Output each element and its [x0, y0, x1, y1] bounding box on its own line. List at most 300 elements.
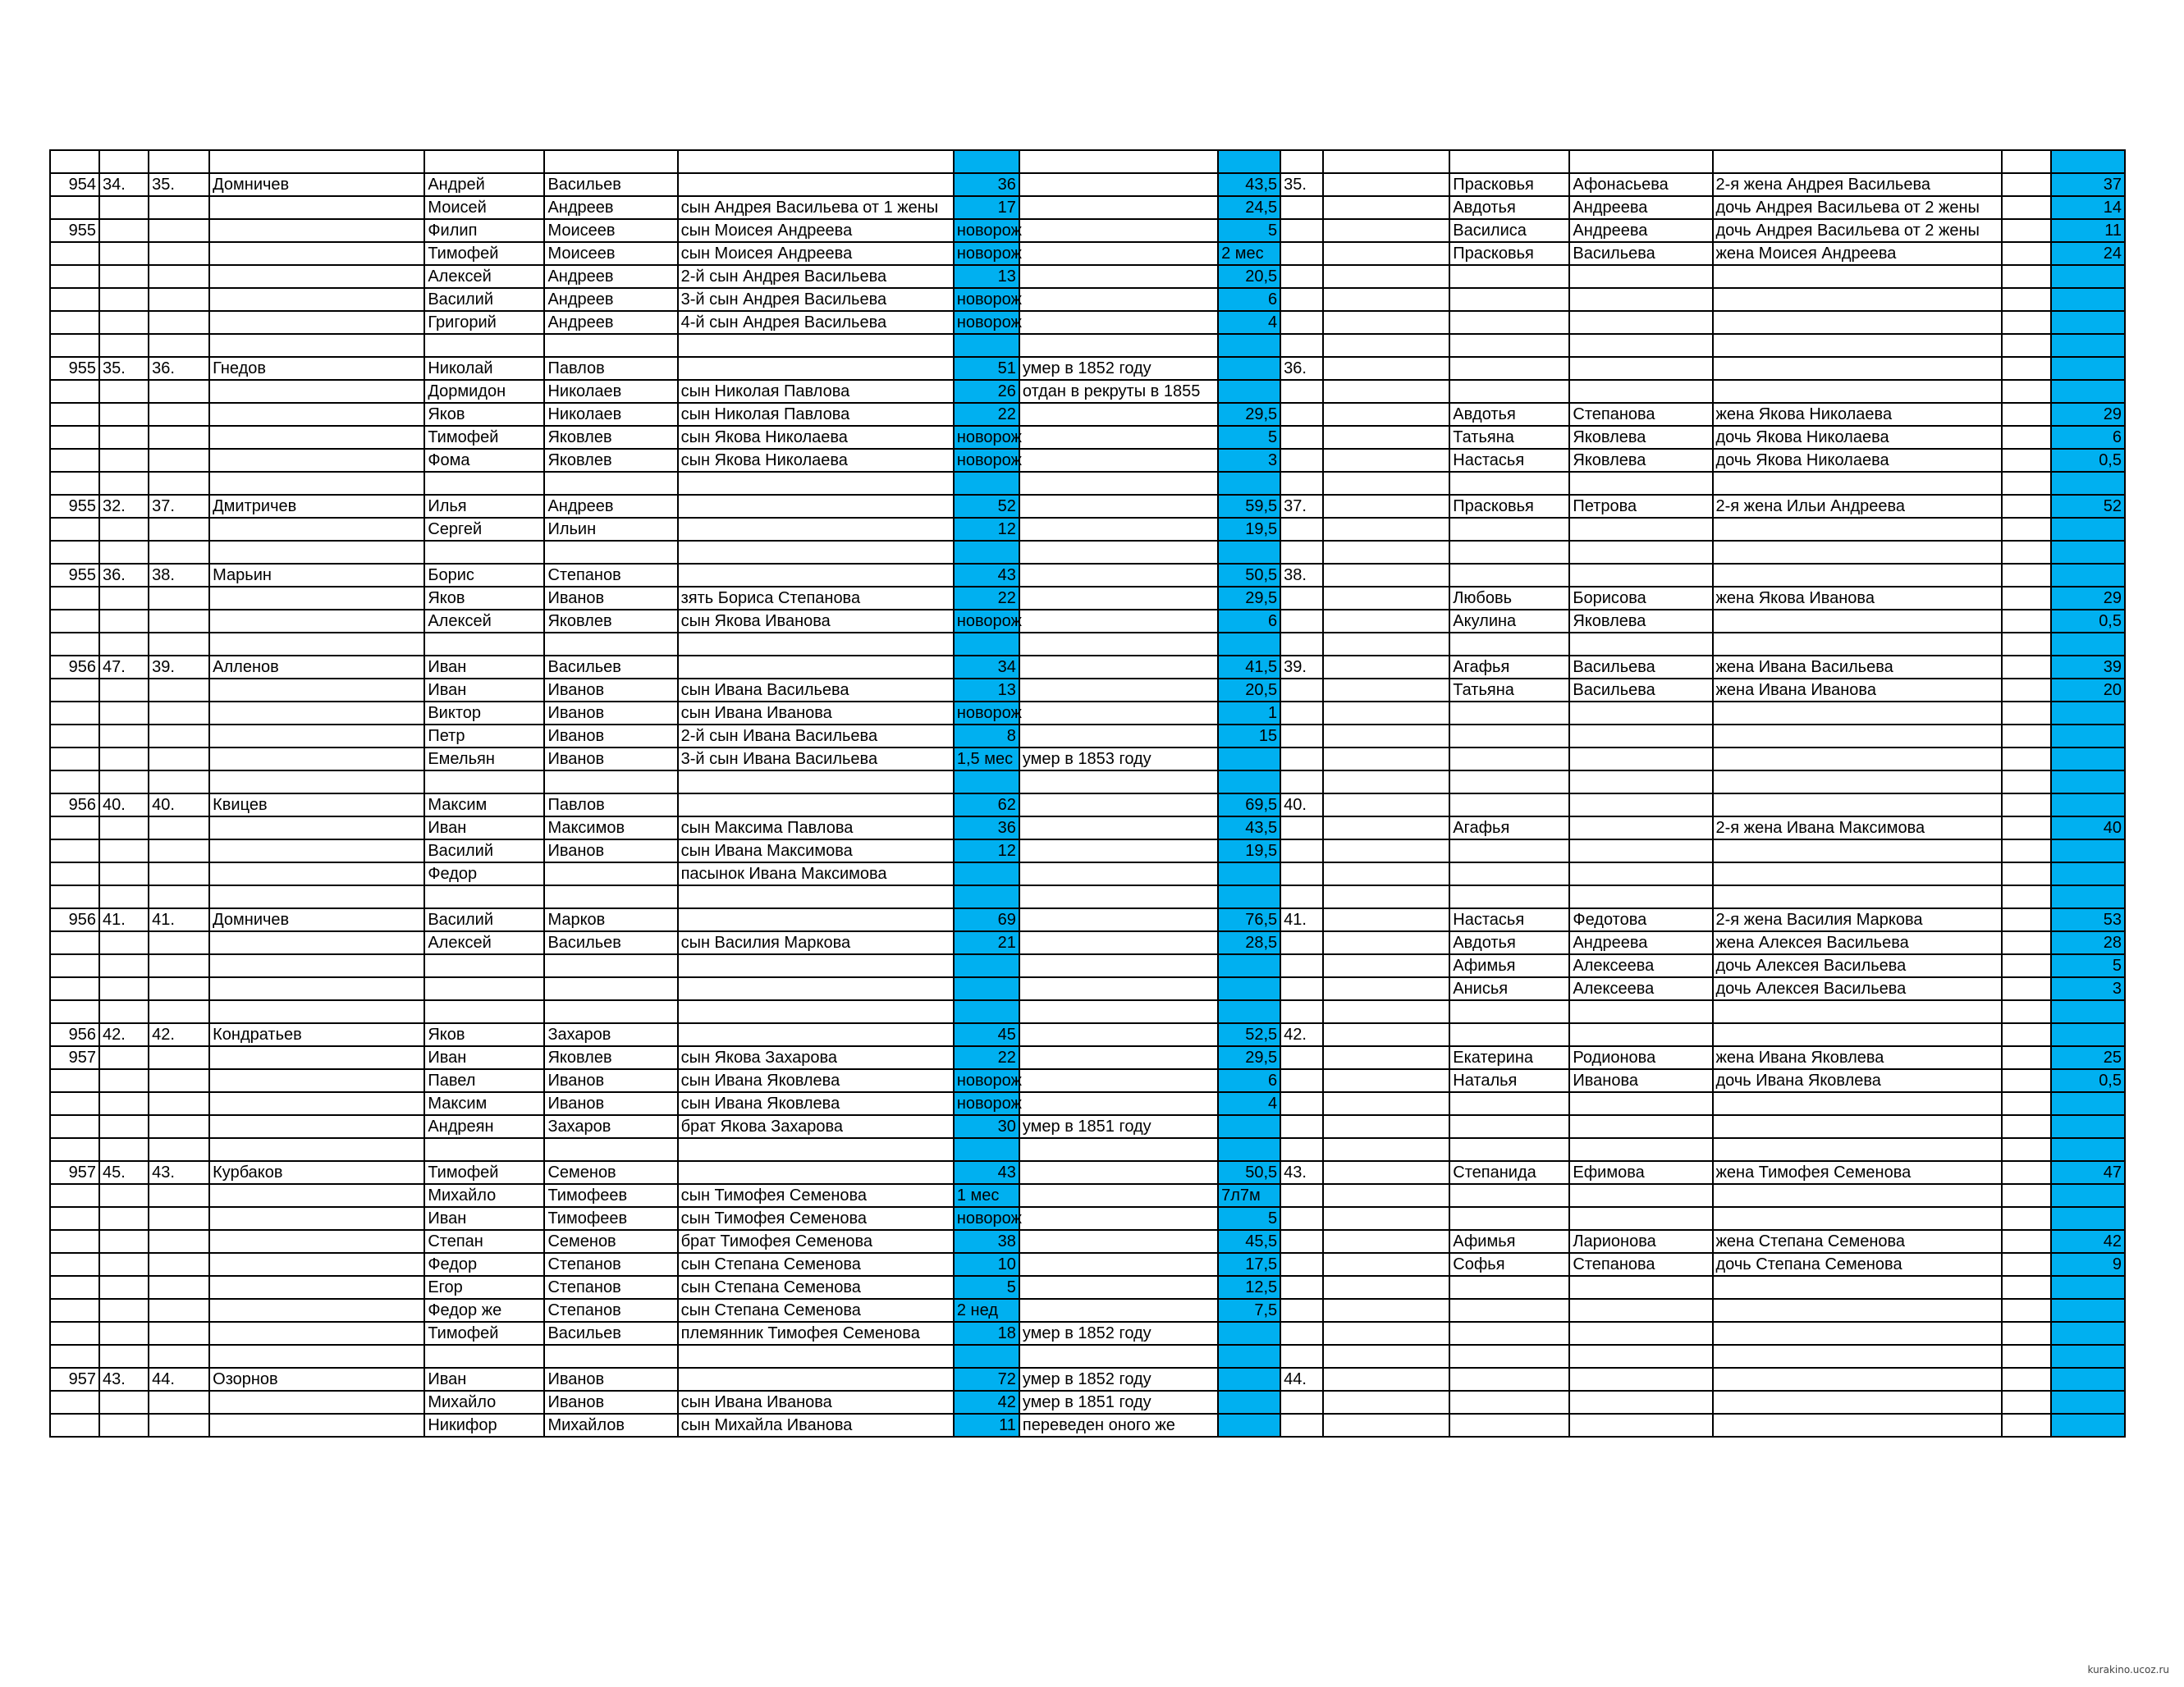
- cell-spacer2: [2002, 1230, 2051, 1253]
- cell-female-relation: [1713, 472, 2002, 495]
- cell-female-patronymic: [1569, 265, 1712, 288]
- cell-male-relation: сын Якова Николаева: [678, 449, 954, 472]
- cell-spacer: [1323, 770, 1449, 793]
- cell-surname: [209, 954, 424, 977]
- cell-surname: [209, 288, 424, 311]
- cell-old-household-no: [99, 816, 149, 839]
- cell-household-no: [149, 725, 209, 747]
- cell-male-relation: [678, 977, 954, 1000]
- cell-male-name: Яков: [424, 587, 544, 610]
- cell-female-household-no: [1280, 747, 1323, 770]
- cell-male-name: Илья: [424, 495, 544, 518]
- table-row: [50, 1322, 2125, 1345]
- cell-surname: Домничев: [209, 173, 424, 196]
- table-row: [50, 885, 2125, 908]
- cell-female-household-no: [1280, 403, 1323, 426]
- cell-female-household-no: [1280, 1207, 1323, 1230]
- cell-female-relation: жена Моисея Андреева: [1713, 242, 2002, 265]
- cell-female-household-no: [1280, 1391, 1323, 1414]
- cell-female-relation: [1713, 725, 2002, 747]
- cell-list-page: [50, 1230, 99, 1253]
- cell-surname: [209, 1276, 424, 1299]
- cell-male-age-1858: 6: [1218, 1069, 1280, 1092]
- cell-female-household-no: [1280, 219, 1323, 242]
- cell-female-age: [2051, 702, 2125, 725]
- cell-household-no: 41.: [149, 908, 209, 931]
- cell-male-relation: сын Ивана Яковлева: [678, 1092, 954, 1115]
- cell-male-relation: [678, 1345, 954, 1368]
- cell-spacer2: [2002, 495, 2051, 518]
- cell-male-name: Михайло: [424, 1391, 544, 1414]
- cell-female-household-no: [1280, 1322, 1323, 1345]
- cell-female-patronymic: [1569, 793, 1712, 816]
- cell-male-relation: сын Ивана Васильева: [678, 679, 954, 702]
- cell-male-note: [1019, 1345, 1218, 1368]
- cell-surname: Гнедов: [209, 357, 424, 380]
- cell-female-relation: жена Ивана Васильева: [1713, 656, 2002, 679]
- cell-male-age-1850: [954, 977, 1019, 1000]
- cell-male-relation: [678, 1161, 954, 1184]
- cell-female-patronymic: Яковлева: [1569, 449, 1712, 472]
- cell-male-relation: [678, 1368, 954, 1391]
- cell-female-name: [1449, 1322, 1569, 1345]
- cell-surname: [209, 196, 424, 219]
- cell-female-age: 9: [2051, 1253, 2125, 1276]
- table-row: [50, 1207, 2125, 1230]
- cell-male-patronymic: Андреев: [544, 265, 677, 288]
- cell-household-no: [149, 219, 209, 242]
- cell-male-age-1850: 12: [954, 839, 1019, 862]
- cell-male-age-1858: 43,5: [1218, 173, 1280, 196]
- cell-male-age-1850: 8: [954, 725, 1019, 747]
- cell-female-relation: [1713, 793, 2002, 816]
- cell-household-no: [149, 1276, 209, 1299]
- cell-male-age-1850: новорож: [954, 311, 1019, 334]
- cell-male-patronymic: Степанов: [544, 564, 677, 587]
- table-row: [50, 1391, 2125, 1414]
- cell-old-household-no: [99, 1391, 149, 1414]
- cell-female-relation: [1713, 518, 2002, 541]
- cell-male-name: Иван: [424, 656, 544, 679]
- cell-male-note: [1019, 426, 1218, 449]
- cell-male-relation: сын Ивана Иванова: [678, 1391, 954, 1414]
- cell-male-age-1858: 59,5: [1218, 495, 1280, 518]
- cell-female-household-no: [1280, 150, 1323, 173]
- cell-household-no: [149, 747, 209, 770]
- cell-female-name: [1449, 770, 1569, 793]
- cell-household-no: [149, 885, 209, 908]
- cell-female-patronymic: Степанова: [1569, 403, 1712, 426]
- cell-spacer2: [2002, 1345, 2051, 1368]
- cell-male-age-1850: [954, 954, 1019, 977]
- cell-male-relation: брат Якова Захарова: [678, 1115, 954, 1138]
- cell-old-household-no: [99, 334, 149, 357]
- cell-spacer: [1323, 426, 1449, 449]
- cell-male-age-1850: 10: [954, 1253, 1019, 1276]
- cell-male-age-1858: 19,5: [1218, 839, 1280, 862]
- cell-male-age-1850: [954, 1000, 1019, 1023]
- cell-list-page: [50, 380, 99, 403]
- cell-list-page: 957: [50, 1368, 99, 1391]
- cell-female-age: 40: [2051, 816, 2125, 839]
- cell-male-relation: сын Тимофея Семенова: [678, 1184, 954, 1207]
- cell-list-page: 956: [50, 1023, 99, 1046]
- cell-male-name: Федор же: [424, 1299, 544, 1322]
- cell-male-age-1850: новорож: [954, 1069, 1019, 1092]
- cell-female-household-no: [1280, 977, 1323, 1000]
- cell-male-patronymic: Васильев: [544, 931, 677, 954]
- cell-male-relation: [678, 472, 954, 495]
- cell-male-age-1858: [1218, 334, 1280, 357]
- cell-surname: [209, 610, 424, 633]
- cell-male-patronymic: Иванов: [544, 747, 677, 770]
- cell-male-note: [1019, 311, 1218, 334]
- cell-female-household-no: [1280, 1138, 1323, 1161]
- cell-male-patronymic: [544, 541, 677, 564]
- cell-male-name: [424, 541, 544, 564]
- cell-male-name: Григорий: [424, 311, 544, 334]
- cell-male-age-1858: 5: [1218, 426, 1280, 449]
- cell-male-patronymic: Иванов: [544, 839, 677, 862]
- cell-male-age-1850: новорож: [954, 702, 1019, 725]
- cell-surname: [209, 839, 424, 862]
- cell-male-patronymic: Иванов: [544, 587, 677, 610]
- cell-male-age-1850: 51: [954, 357, 1019, 380]
- cell-female-patronymic: Алексеева: [1569, 954, 1712, 977]
- cell-male-age-1858: [1218, 357, 1280, 380]
- cell-spacer2: [2002, 1069, 2051, 1092]
- cell-household-no: [149, 1253, 209, 1276]
- cell-male-relation: сын Степана Семенова: [678, 1276, 954, 1299]
- cell-male-age-1858: 76,5: [1218, 908, 1280, 931]
- cell-female-name: [1449, 1276, 1569, 1299]
- cell-male-age-1850: 22: [954, 1046, 1019, 1069]
- cell-male-age-1858: 15: [1218, 725, 1280, 747]
- cell-female-patronymic: [1569, 1299, 1712, 1322]
- cell-spacer2: [2002, 679, 2051, 702]
- cell-female-patronymic: Алексеева: [1569, 977, 1712, 1000]
- cell-list-page: [50, 1414, 99, 1437]
- cell-female-name: [1449, 1368, 1569, 1391]
- cell-old-household-no: [99, 587, 149, 610]
- cell-male-patronymic: Павлов: [544, 793, 677, 816]
- cell-male-age-1850: 2 нед: [954, 1299, 1019, 1322]
- cell-female-age: [2051, 288, 2125, 311]
- cell-female-patronymic: [1569, 885, 1712, 908]
- cell-male-name: [424, 1138, 544, 1161]
- cell-male-age-1850: 21: [954, 931, 1019, 954]
- cell-old-household-no: [99, 1299, 149, 1322]
- cell-surname: Алленов: [209, 656, 424, 679]
- cell-male-patronymic: [544, 885, 677, 908]
- cell-female-relation: 2-я жена Ильи Андреева: [1713, 495, 2002, 518]
- cell-female-patronymic: Яковлева: [1569, 426, 1712, 449]
- cell-spacer2: [2002, 150, 2051, 173]
- cell-female-household-no: [1280, 1115, 1323, 1138]
- cell-female-name: Татьяна: [1449, 679, 1569, 702]
- cell-female-household-no: [1280, 770, 1323, 793]
- cell-surname: [209, 242, 424, 265]
- cell-female-household-no: [1280, 610, 1323, 633]
- cell-female-household-no: [1280, 633, 1323, 656]
- cell-female-name: Татьяна: [1449, 426, 1569, 449]
- cell-spacer2: [2002, 656, 2051, 679]
- cell-male-note: [1019, 931, 1218, 954]
- cell-female-age: [2051, 1345, 2125, 1368]
- table-row: [50, 449, 2125, 472]
- cell-female-relation: [1713, 1322, 2002, 1345]
- cell-male-note: [1019, 1230, 1218, 1253]
- table-row: [50, 1414, 2125, 1437]
- cell-spacer: [1323, 1345, 1449, 1368]
- cell-spacer2: [2002, 196, 2051, 219]
- cell-female-relation: [1713, 862, 2002, 885]
- cell-list-page: [50, 702, 99, 725]
- cell-list-page: [50, 288, 99, 311]
- cell-female-name: Василиса: [1449, 219, 1569, 242]
- cell-female-name: Софья: [1449, 1253, 1569, 1276]
- cell-female-age: 11: [2051, 219, 2125, 242]
- cell-surname: Дмитричев: [209, 495, 424, 518]
- cell-female-age: [2051, 472, 2125, 495]
- cell-spacer2: [2002, 380, 2051, 403]
- cell-female-patronymic: Ларионова: [1569, 1230, 1712, 1253]
- cell-spacer2: [2002, 472, 2051, 495]
- cell-male-age-1850: 36: [954, 173, 1019, 196]
- cell-spacer: [1323, 839, 1449, 862]
- cell-male-relation: [678, 564, 954, 587]
- cell-old-household-no: [99, 633, 149, 656]
- cell-list-page: 955: [50, 495, 99, 518]
- cell-female-name: Афимья: [1449, 1230, 1569, 1253]
- cell-female-name: [1449, 702, 1569, 725]
- cell-male-patronymic: Андреев: [544, 196, 677, 219]
- cell-male-relation: сын Якова Иванова: [678, 610, 954, 633]
- cell-male-relation: [678, 173, 954, 196]
- table-row: [50, 1092, 2125, 1115]
- cell-male-age-1858: 29,5: [1218, 1046, 1280, 1069]
- cell-male-age-1850: 43: [954, 1161, 1019, 1184]
- table-row: [50, 472, 2125, 495]
- cell-female-age: [2051, 1138, 2125, 1161]
- cell-male-note: умер в 1851 году: [1019, 1391, 1218, 1414]
- cell-spacer: [1323, 1299, 1449, 1322]
- cell-male-relation: сын Ивана Иванова: [678, 702, 954, 725]
- cell-male-relation: [678, 357, 954, 380]
- cell-female-household-no: [1280, 1230, 1323, 1253]
- cell-spacer2: [2002, 633, 2051, 656]
- cell-female-household-no: [1280, 839, 1323, 862]
- cell-spacer2: [2002, 1161, 2051, 1184]
- cell-male-name: Моисей: [424, 196, 544, 219]
- cell-old-household-no: [99, 1069, 149, 1092]
- cell-spacer: [1323, 1092, 1449, 1115]
- cell-male-name: Тимофей: [424, 242, 544, 265]
- cell-male-name: Алексей: [424, 610, 544, 633]
- cell-household-no: 44.: [149, 1368, 209, 1391]
- cell-household-no: [149, 610, 209, 633]
- table-row: [50, 702, 2125, 725]
- cell-female-patronymic: Яковлева: [1569, 610, 1712, 633]
- cell-male-age-1858: 17,5: [1218, 1253, 1280, 1276]
- cell-list-page: [50, 747, 99, 770]
- cell-male-age-1850: 22: [954, 587, 1019, 610]
- cell-female-patronymic: Петрова: [1569, 495, 1712, 518]
- cell-male-name: Василий: [424, 288, 544, 311]
- cell-old-household-no: [99, 702, 149, 725]
- cell-male-name: Иван: [424, 1046, 544, 1069]
- cell-household-no: [149, 449, 209, 472]
- cell-spacer2: [2002, 885, 2051, 908]
- cell-male-relation: сын Михайла Иванова: [678, 1414, 954, 1437]
- cell-male-name: [424, 1345, 544, 1368]
- census-table: [49, 149, 2126, 1438]
- cell-spacer2: [2002, 1299, 2051, 1322]
- cell-female-relation: [1713, 288, 2002, 311]
- cell-male-name: Павел: [424, 1069, 544, 1092]
- cell-male-patronymic: Андреев: [544, 495, 677, 518]
- cell-spacer2: [2002, 839, 2051, 862]
- cell-male-age-1858: 29,5: [1218, 587, 1280, 610]
- cell-male-note: [1019, 633, 1218, 656]
- cell-female-name: [1449, 633, 1569, 656]
- cell-household-no: [149, 954, 209, 977]
- cell-female-relation: [1713, 1184, 2002, 1207]
- table-row: [50, 1138, 2125, 1161]
- table-row: [50, 633, 2125, 656]
- cell-male-name: Петр: [424, 725, 544, 747]
- cell-female-age: [2051, 311, 2125, 334]
- cell-male-age-1858: [1218, 954, 1280, 977]
- cell-male-relation: сын Моисея Андреева: [678, 219, 954, 242]
- cell-surname: [209, 1391, 424, 1414]
- cell-list-page: [50, 1138, 99, 1161]
- cell-spacer: [1323, 931, 1449, 954]
- cell-surname: [209, 403, 424, 426]
- cell-female-age: [2051, 380, 2125, 403]
- cell-male-age-1850: 38: [954, 1230, 1019, 1253]
- cell-old-household-no: [99, 1230, 149, 1253]
- cell-female-age: 14: [2051, 196, 2125, 219]
- cell-male-relation: [678, 954, 954, 977]
- cell-surname: [209, 1115, 424, 1138]
- cell-female-name: [1449, 1115, 1569, 1138]
- cell-male-relation: сын Андрея Васильева от 1 жены: [678, 196, 954, 219]
- cell-male-patronymic: Яковлев: [544, 1046, 677, 1069]
- cell-male-age-1850: 43: [954, 564, 1019, 587]
- cell-list-page: [50, 725, 99, 747]
- cell-female-age: [2051, 1115, 2125, 1138]
- cell-surname: [209, 679, 424, 702]
- cell-male-age-1850: 5: [954, 1276, 1019, 1299]
- cell-list-page: [50, 1207, 99, 1230]
- cell-spacer: [1323, 954, 1449, 977]
- cell-surname: [209, 587, 424, 610]
- cell-male-age-1850: [954, 334, 1019, 357]
- cell-surname: [209, 816, 424, 839]
- cell-list-page: [50, 1184, 99, 1207]
- cell-male-age-1858: [1218, 770, 1280, 793]
- cell-female-name: Авдотья: [1449, 196, 1569, 219]
- cell-surname: [209, 702, 424, 725]
- cell-male-note: [1019, 679, 1218, 702]
- cell-spacer2: [2002, 931, 2051, 954]
- cell-male-relation: [678, 885, 954, 908]
- cell-male-patronymic: Максимов: [544, 816, 677, 839]
- cell-list-page: [50, 472, 99, 495]
- table-row: [50, 839, 2125, 862]
- cell-male-age-1850: 45: [954, 1023, 1019, 1046]
- cell-household-no: [149, 1322, 209, 1345]
- cell-male-patronymic: [544, 334, 677, 357]
- cell-female-patronymic: [1569, 1138, 1712, 1161]
- cell-female-age: [2051, 1023, 2125, 1046]
- cell-male-note: [1019, 265, 1218, 288]
- cell-old-household-no: 41.: [99, 908, 149, 931]
- cell-male-age-1858: [1218, 541, 1280, 564]
- cell-spacer: [1323, 1276, 1449, 1299]
- cell-spacer: [1323, 793, 1449, 816]
- cell-spacer: [1323, 816, 1449, 839]
- table-row: [50, 656, 2125, 679]
- cell-female-relation: жена Ивана Иванова: [1713, 679, 2002, 702]
- cell-spacer: [1323, 633, 1449, 656]
- cell-list-page: [50, 610, 99, 633]
- cell-male-note: [1019, 334, 1218, 357]
- cell-surname: [209, 1414, 424, 1437]
- cell-female-relation: жена Якова Иванова: [1713, 587, 2002, 610]
- cell-household-no: [149, 862, 209, 885]
- cell-female-relation: [1713, 1276, 2002, 1299]
- cell-female-patronymic: [1569, 518, 1712, 541]
- cell-spacer: [1323, 1069, 1449, 1092]
- cell-male-patronymic: Васильев: [544, 1322, 677, 1345]
- cell-household-no: [149, 1184, 209, 1207]
- cell-list-page: [50, 1299, 99, 1322]
- cell-male-relation: [678, 495, 954, 518]
- cell-old-household-no: [99, 380, 149, 403]
- cell-male-patronymic: Ильин: [544, 518, 677, 541]
- cell-male-age-1858: 29,5: [1218, 403, 1280, 426]
- cell-old-household-no: [99, 518, 149, 541]
- cell-male-age-1858: 50,5: [1218, 1161, 1280, 1184]
- cell-spacer: [1323, 610, 1449, 633]
- cell-old-household-no: 35.: [99, 357, 149, 380]
- cell-male-age-1858: [1218, 633, 1280, 656]
- cell-old-household-no: [99, 1322, 149, 1345]
- table-row: [50, 1069, 2125, 1092]
- cell-female-household-no: [1280, 1000, 1323, 1023]
- cell-male-age-1850: [954, 541, 1019, 564]
- cell-spacer2: [2002, 770, 2051, 793]
- cell-male-name: Иван: [424, 679, 544, 702]
- table-row: [50, 1000, 2125, 1023]
- cell-male-name: Василий: [424, 908, 544, 931]
- cell-male-name: Филип: [424, 219, 544, 242]
- cell-female-household-no: 37.: [1280, 495, 1323, 518]
- table-row: [50, 610, 2125, 633]
- cell-old-household-no: [99, 403, 149, 426]
- cell-female-patronymic: Федотова: [1569, 908, 1712, 931]
- cell-female-name: [1449, 725, 1569, 747]
- cell-spacer2: [2002, 357, 2051, 380]
- cell-female-relation: дочь Ивана Яковлева: [1713, 1069, 2002, 1092]
- cell-male-age-1858: 24,5: [1218, 196, 1280, 219]
- cell-male-name: Тимофей: [424, 1322, 544, 1345]
- cell-male-age-1858: 4: [1218, 311, 1280, 334]
- cell-male-age-1850: новорож: [954, 610, 1019, 633]
- cell-female-household-no: 36.: [1280, 357, 1323, 380]
